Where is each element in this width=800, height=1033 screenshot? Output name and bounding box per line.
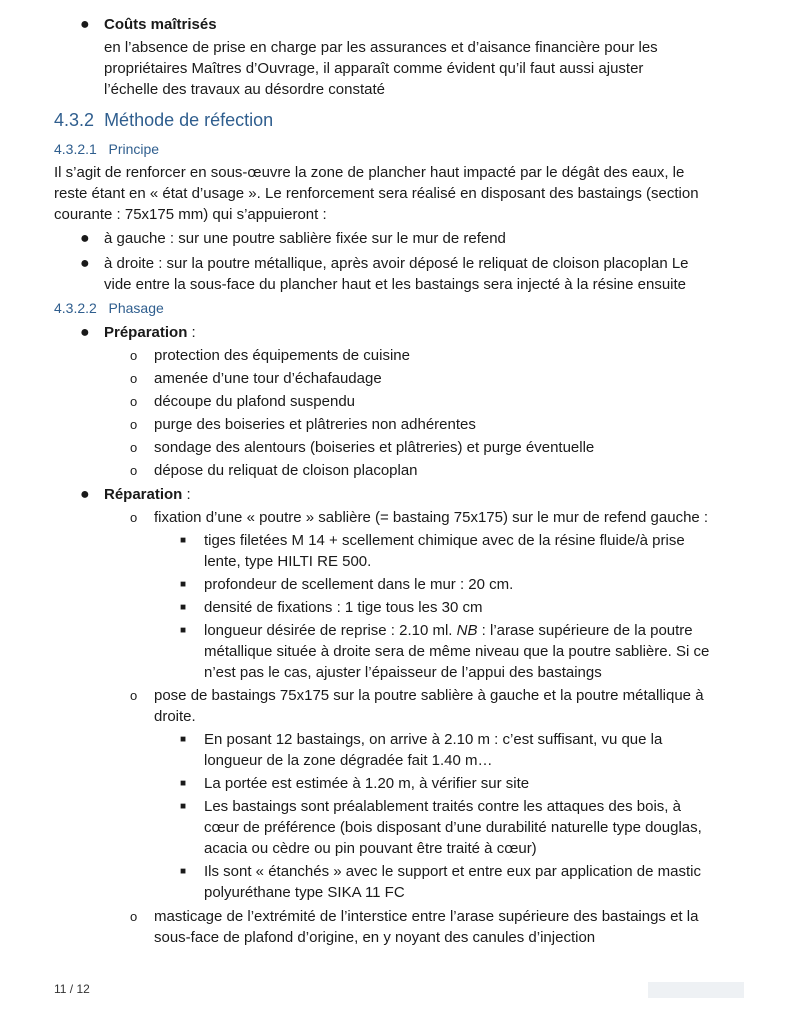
pose-portee: La portée est estimée à 1.20 m, à vérifier sur site	[204, 775, 530, 792]
principe-line-1: Il s’agit de renforcer en sous-œuvre la zone de plancher haut impacté par le dégât des eaux, le	[54, 164, 685, 181]
couts-title: Coûts maîtrisés	[104, 16, 217, 33]
fix-profondeur: profondeur de scellement dans le mur : 20 cm.	[204, 576, 514, 593]
preparation-item: amenée d’une tour d’échafaudage	[154, 370, 382, 387]
bullet-square: ■	[180, 625, 187, 636]
principe-bullet-right-1: à droite : sur la poutre métallique, après avoir déposé le reliquat de cloison placoplan Le	[104, 255, 689, 272]
preparation-item: découpe du plafond suspendu	[154, 393, 356, 410]
fix-densite: densité de fixations : 1 tige tous les 30 cm	[204, 599, 483, 616]
pose-etanches-1: Ils sont « étanchés » avec le support et entre eux par application de mastic	[204, 863, 701, 880]
reparation-fixation: fixation d’une « poutre » sablière (= bastaing 75x175) sur le mur de refend gauche :	[154, 509, 709, 526]
section-heading-4321: 4.3.2.1 Principe	[54, 141, 160, 157]
pose-posant-2: longueur de la zone dégradée fait 1.40 m…	[204, 752, 493, 769]
couts-line-2: propriétaires Maîtres d’Ouvrage, il apparaît comme évident qu’il faut aussi ajuster	[104, 60, 644, 77]
preparation-title: Préparation :	[104, 324, 196, 341]
pose-posant-1: En posant 12 bastaings, on arrive à 2.10 m : c’est suffisant, vu que la	[204, 731, 663, 748]
pose-traites-1: Les bastaings sont préalablement traités contre les attaques des bois, à	[204, 798, 681, 815]
bullet-circle: o	[130, 348, 138, 363]
bullet-square: ■	[180, 579, 187, 590]
bullet-dot: ●	[80, 255, 90, 272]
bullet-circle: o	[130, 510, 138, 525]
fix-longueur-2: métallique située à droite sera de même niveau que la poutre sablière. Si ce	[204, 643, 710, 660]
principe-line-3: courante : 75x175 mm) qui s’appuieront :	[54, 206, 327, 223]
preparation-item: purge des boiseries et plâtreries non adhérentes	[154, 416, 476, 433]
fix-longueur-1: longueur désirée de reprise : 2.10 ml. NB : l’arase supérieure de la poutre	[204, 622, 693, 639]
bullet-circle: o	[130, 417, 138, 432]
bullet-dot: ●	[80, 230, 90, 247]
bullet-square: ■	[180, 602, 187, 613]
principe-bullet-left: à gauche : sur une poutre sablière fixée sur le mur de refend	[104, 230, 506, 247]
fix-tiges-1: tiges filetées M 14 + scellement chimique avec de la résine fluide/à prise	[204, 532, 685, 549]
bullet-square: ■	[180, 535, 187, 546]
reparation-title: Réparation :	[104, 486, 191, 503]
pose-traites-3: acacia ou cèdre ou pin pouvant être traité à cœur)	[204, 840, 537, 857]
bullet-circle: o	[130, 463, 138, 478]
principe-bullet-right-2: vide entre la sous-face du plancher haut et les bastaings sera injecté à la résine ensuite	[104, 276, 687, 293]
preparation-item: sondage des alentours (boiseries et plâtreries) et purge éventuelle	[154, 439, 595, 456]
reparation-masticage-2: sous-face de plafond d’origine, en y noyant des canules d’injection	[154, 929, 596, 946]
pose-etanches-2: polyuréthane type SIKA 11 FC	[204, 884, 405, 901]
fix-tiges-2: lente, type HILTI RE 500.	[204, 553, 372, 570]
preparation-item: protection des équipements de cuisine	[154, 347, 410, 364]
section-heading-432: 4.3.2 Méthode de réfection	[54, 110, 274, 130]
bullet-dot: ●	[80, 486, 90, 503]
principe-line-2: reste étant en « état d’usage ». Le renforcement sera réalisé en disposant des bastaings (section	[54, 185, 699, 202]
reparation-pose-1: pose de bastaings 75x175 sur la poutre sablière à gauche et la poutre métallique à	[154, 687, 704, 704]
bullet-circle: o	[130, 394, 138, 409]
couts-line-1: en l’absence de prise en charge par les assurances et d’aisance financière pour les	[104, 39, 658, 56]
bullet-circle: o	[130, 909, 138, 924]
page-number: 11 / 12	[54, 982, 90, 996]
preparation-item: dépose du reliquat de cloison placoplan	[154, 462, 418, 479]
reparation-pose-2: droite.	[154, 708, 196, 725]
reparation-masticage-1: masticage de l’extrémité de l’interstice entre l’arase supérieure des bastaings et la	[154, 908, 699, 925]
fix-longueur-3: n’est pas le cas, ajuster l’épaisseur de l’appui des bastaings	[204, 664, 602, 681]
bullet-square: ■	[180, 778, 187, 789]
bullet-circle: o	[130, 688, 138, 703]
footer-bar	[648, 982, 744, 998]
bullet-square: ■	[180, 734, 187, 745]
bullet-circle: o	[130, 371, 138, 386]
bullet-dot: ●	[80, 324, 90, 341]
pose-traites-2: cœur de préférence (bois disposant d’une durabilité naturelle type douglas,	[204, 819, 702, 836]
couts-line-3: l’échelle des travaux au désordre constaté	[104, 81, 386, 98]
bullet-circle: o	[130, 440, 138, 455]
bullet-square: ■	[180, 801, 187, 812]
bullet-square: ■	[180, 866, 187, 877]
bullet-dot: ●	[80, 16, 90, 33]
section-heading-4322: 4.3.2.2 Phasage	[54, 300, 164, 316]
